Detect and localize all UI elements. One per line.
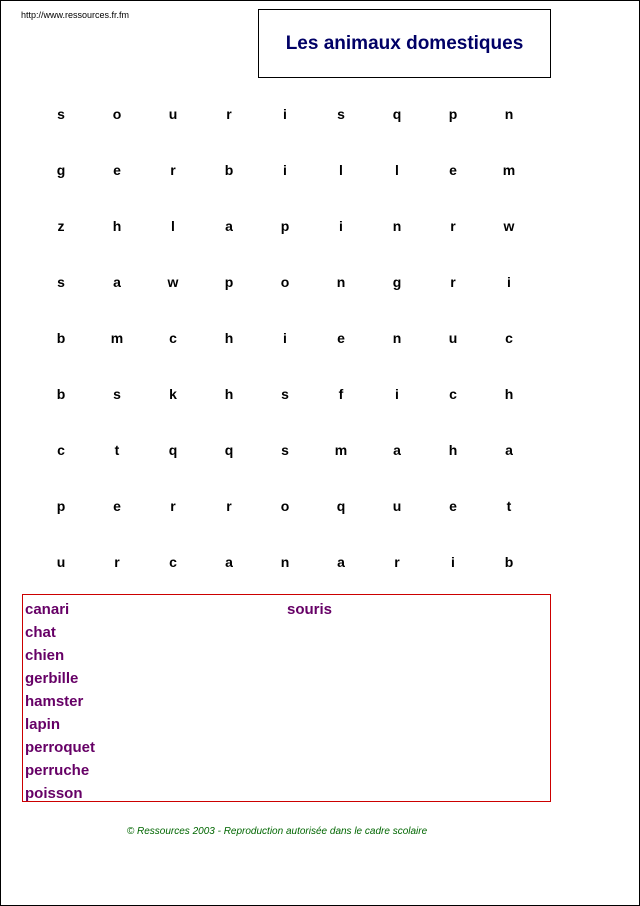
grid-letter: c <box>505 330 513 346</box>
title-box <box>258 9 551 78</box>
grid-letter: u <box>392 498 402 514</box>
grid-letter: n <box>392 330 402 346</box>
word-list-item: chat <box>25 624 56 641</box>
word-list-right <box>287 598 332 621</box>
grid-letter: c <box>169 330 177 346</box>
grid-letter: p <box>56 498 66 514</box>
grid-letter: b <box>56 386 66 402</box>
word-list-item: chien <box>25 647 65 664</box>
page-title: Les animaux domestiques <box>285 32 524 54</box>
grid-letter: r <box>450 218 456 234</box>
grid-letter: i <box>283 330 287 346</box>
grid-letter: s <box>57 106 65 122</box>
grid-letter: z <box>57 218 65 234</box>
word-list-item: canari <box>25 601 70 618</box>
word-list-item: perroquet <box>25 739 96 756</box>
grid-letter: q <box>336 498 346 514</box>
grid-letter: r <box>450 274 456 290</box>
grid-letter: a <box>113 274 121 290</box>
letter-grid <box>33 86 537 590</box>
grid-letter: s <box>281 386 289 402</box>
grid-letter: c <box>449 386 457 402</box>
grid-row <box>33 198 537 254</box>
grid-letter: o <box>280 274 290 290</box>
grid-row <box>33 422 537 478</box>
grid-letter: e <box>449 498 457 514</box>
grid-letter: p <box>224 274 234 290</box>
grid-letter: h <box>112 218 122 234</box>
grid-row <box>33 310 537 366</box>
grid-letter: f <box>338 386 344 402</box>
grid-letter: i <box>283 162 287 178</box>
grid-letter: r <box>226 498 232 514</box>
grid-letter: a <box>337 554 345 570</box>
grid-letter: e <box>449 162 457 178</box>
grid-letter: i <box>283 106 287 122</box>
grid-letter: c <box>169 554 177 570</box>
grid-letter: g <box>56 162 66 178</box>
grid-letter: i <box>339 218 343 234</box>
grid-row <box>33 254 537 310</box>
grid-letter: h <box>448 442 458 458</box>
word-list-item: perruche <box>25 762 90 779</box>
grid-row <box>33 366 537 422</box>
grid-letter: u <box>56 554 66 570</box>
grid-letter: u <box>168 106 178 122</box>
grid-letter: t <box>114 442 120 458</box>
grid-row <box>33 534 537 590</box>
word-list-item: poisson <box>25 785 83 802</box>
grid-letter: a <box>393 442 401 458</box>
grid-letter: m <box>502 162 516 178</box>
grid-letter: w <box>503 218 515 234</box>
grid-letter: e <box>113 162 121 178</box>
word-list-item: lapin <box>25 716 61 733</box>
grid-letter: p <box>280 218 290 234</box>
grid-letter: s <box>113 386 121 402</box>
word-list-item: hamster <box>25 693 84 710</box>
grid-letter: b <box>56 330 66 346</box>
word-list-item: souris <box>287 601 333 618</box>
grid-letter: w <box>167 274 179 290</box>
grid-letter: m <box>334 442 348 458</box>
grid-letter: c <box>57 442 65 458</box>
grid-letter: b <box>224 162 234 178</box>
grid-letter: a <box>505 442 513 458</box>
grid-letter: t <box>506 498 512 514</box>
grid-letter: h <box>504 386 514 402</box>
grid-letter: a <box>225 218 233 234</box>
grid-letter: i <box>507 274 511 290</box>
grid-letter: q <box>392 106 402 122</box>
grid-letter: i <box>395 386 399 402</box>
grid-letter: h <box>224 330 234 346</box>
grid-letter: r <box>170 498 176 514</box>
grid-letter: p <box>448 106 458 122</box>
grid-letter: o <box>280 498 290 514</box>
grid-letter: n <box>336 274 346 290</box>
grid-row <box>33 142 537 198</box>
copyright-footer: © Ressources 2003 - Reproduction autorisée dans le cadre scolaire <box>126 826 428 837</box>
grid-letter: l <box>171 218 175 234</box>
grid-letter: i <box>451 554 455 570</box>
grid-letter: q <box>168 442 178 458</box>
grid-letter: k <box>169 386 177 402</box>
grid-letter: o <box>112 106 122 122</box>
grid-letter: r <box>394 554 400 570</box>
grid-letter: u <box>448 330 458 346</box>
grid-row <box>33 478 537 534</box>
grid-letter: g <box>392 274 402 290</box>
grid-letter: s <box>281 442 289 458</box>
grid-letter: n <box>280 554 290 570</box>
grid-row <box>33 86 537 142</box>
grid-letter: n <box>392 218 402 234</box>
grid-letter: h <box>224 386 234 402</box>
grid-letter: e <box>337 330 345 346</box>
word-list-left <box>25 598 95 805</box>
grid-letter: r <box>170 162 176 178</box>
grid-letter: q <box>224 442 234 458</box>
word-list-item: gerbille <box>25 670 79 687</box>
grid-letter: m <box>110 330 124 346</box>
grid-letter: l <box>395 162 399 178</box>
word-list-box <box>22 594 551 802</box>
grid-letter: e <box>113 498 121 514</box>
grid-letter: s <box>57 274 65 290</box>
site-url: http://www.ressources.fr.fm <box>21 10 130 20</box>
grid-letter: r <box>226 106 232 122</box>
grid-letter: n <box>504 106 514 122</box>
grid-letter: b <box>504 554 514 570</box>
grid-letter: r <box>114 554 120 570</box>
grid-letter: s <box>337 106 345 122</box>
grid-letter: l <box>339 162 343 178</box>
grid-letter: a <box>225 554 233 570</box>
